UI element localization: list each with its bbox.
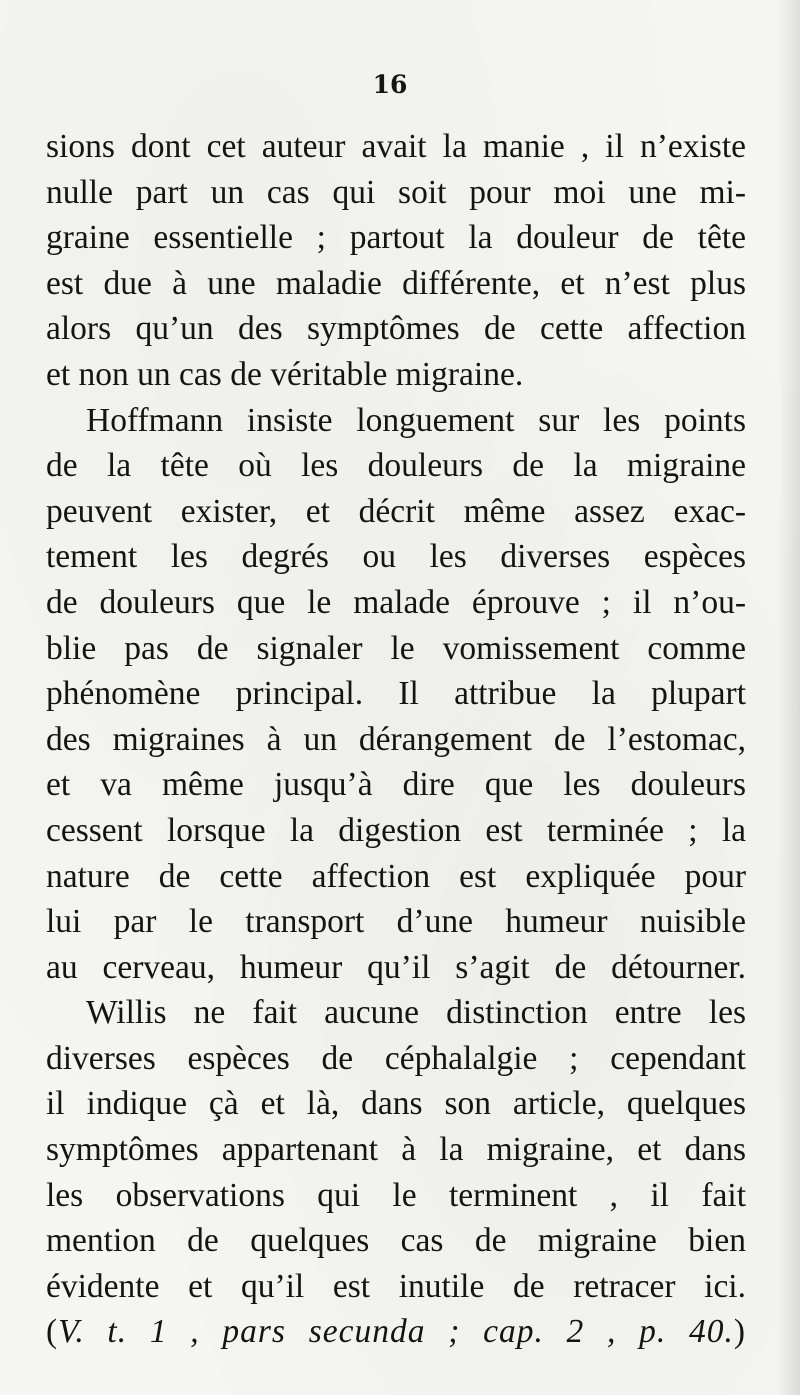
text-line: blie pas de signaler le vomissement comme [46,629,746,667]
citation-work: pars secunda [199,1313,426,1351]
citation-volume: V [58,1313,76,1351]
paragraph-end-line: et non un cas de véritable migraine. [46,355,524,393]
text-line: cessent lorsque la digestion est terminée ; la [46,811,746,849]
text-line: nature de cette affection est expliquée pour [46,857,746,895]
citation-tome: . t. 1 , [75,1313,200,1351]
paragraph-start-line: Hoffmann insiste longuement sur les points [86,401,746,439]
text-line: alors qu’un des symptômes de cette affection [46,310,746,348]
page-number: 16 [372,70,408,99]
text-line: les observations qui le terminent , il fait [46,1176,746,1214]
text-line: lui par le transport d’une humeur nuisible [46,903,746,941]
text-line: sions dont cet auteur avait la manie , il n’existe [46,128,746,165]
text-line: de douleurs que le malade éprouve ; il n’ou- [46,583,746,621]
text-line: diverses espèces de céphalalgie ; cependant [46,1039,746,1077]
page-edge-shadow [778,0,800,1395]
text-line: mention de quelques cas de migraine bien [46,1222,746,1260]
text-line: évidente et qu’il est inutile de retracer ici. [46,1267,746,1305]
text-line: nulle part un cas qui soit pour moi une mi- [46,173,746,211]
text-line: peuvent exister, et décrit même assez exac- [46,492,746,530]
text-line: graine essentielle ; partout la douleur de tête [46,219,746,257]
text-line: des migraines à un dérangement de l’estomac, [46,720,746,758]
text-line: symptômes appartenant à la migraine, et dans [46,1131,746,1169]
paragraph-end-line: au cerveau, humeur qu’il s’agit de détourner. [46,948,746,986]
text-line: et va même jusqu’à dire que les douleurs [46,766,746,804]
text-line: de la tête où les douleurs de la migraine [46,447,746,485]
citation-open-paren: ( [46,1313,59,1351]
text-line: tement les degrés ou les diverses espèces [46,538,746,576]
text-line: est due à une maladie différente, et n’est plus [46,264,746,302]
citation-chapter: ; cap. 2 , p. 40. [425,1313,734,1351]
text-line: phénomène principal. Il attribue la plupart [46,675,746,713]
body-text [46,124,746,1355]
citation-close-paren: ) [733,1313,746,1351]
text-line: il indique çà et là, dans son article, quelques [46,1085,746,1123]
citation-line [46,1309,746,1355]
paragraph-start-line: Willis ne fait aucune distinction entre les [86,994,746,1032]
